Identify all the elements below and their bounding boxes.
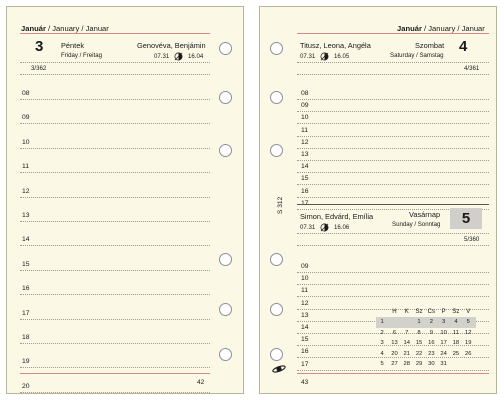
mini-calendar-day: 12 — [465, 329, 472, 336]
hour-label: 13 — [22, 212, 30, 219]
mini-calendar-day: 18 — [452, 340, 460, 347]
mini-calendar-day: 1 — [417, 319, 421, 326]
mini-calendar-day: 27 — [391, 360, 398, 367]
hour-label: 20 — [22, 382, 30, 390]
day-counter: 3/362 — [31, 65, 47, 72]
week-number: 3 — [380, 340, 384, 347]
hour-label: 15 — [22, 260, 30, 268]
binder-hole-icon — [270, 348, 283, 361]
day-name: Szombat — [415, 41, 445, 50]
weekday-header: Cs — [427, 309, 435, 315]
hour-label: 08 — [301, 90, 309, 97]
mini-calendar-day: 17 — [440, 340, 447, 347]
hour-label: 19 — [22, 358, 30, 366]
sunrise-time: 07.31 — [300, 224, 316, 231]
mini-calendar-week — [376, 349, 476, 359]
mini-calendar-day: 21 — [403, 350, 410, 357]
mini-calendar-day: 30 — [428, 360, 435, 367]
mini-calendar-day: 24 — [440, 350, 447, 357]
mini-calendar-week — [376, 317, 476, 327]
day-separator — [297, 204, 489, 205]
day-name-translation: Friday / Freitag — [61, 52, 102, 59]
hour-line[interactable] — [20, 123, 210, 124]
hour-label: 10 — [301, 114, 309, 122]
mini-calendar-day: 28 — [403, 360, 410, 367]
hour-line[interactable] — [20, 245, 210, 246]
day-name: Péntek — [61, 41, 85, 50]
hour-line[interactable] — [297, 184, 489, 185]
ruled-line — [297, 233, 489, 234]
hour-label: 12 — [301, 299, 309, 307]
hour-line[interactable] — [20, 392, 210, 393]
week-number: 4 — [380, 350, 384, 357]
mini-calendar-day: 11 — [452, 329, 459, 336]
hour-line[interactable] — [297, 111, 489, 112]
hour-label: 16 — [301, 348, 309, 356]
sunrise-time: 07.31 — [154, 53, 170, 60]
mini-calendar-day: 4 — [454, 319, 458, 326]
mini-calendar-header — [376, 307, 476, 317]
hour-line[interactable] — [20, 270, 210, 271]
hour-line[interactable] — [297, 197, 489, 198]
sunday-day-number: 5 — [450, 208, 482, 229]
hour-line[interactable] — [20, 99, 210, 100]
binder-hole-icon — [270, 144, 283, 157]
sunrise-sunset-icon — [320, 52, 329, 61]
planet-logo-icon — [272, 364, 286, 374]
hour-label: 16 — [301, 187, 309, 195]
sunrise-time: 07.31 — [300, 53, 316, 60]
mini-calendar-day: 9 — [429, 329, 433, 336]
day-name-translation: Saturday / Samstag — [390, 52, 444, 59]
hour-label: 11 — [22, 163, 30, 171]
binder-hole-icon — [219, 144, 232, 157]
nameday-names: Titusz, Leona, Angéla — [300, 41, 371, 50]
hour-label: 14 — [301, 324, 309, 331]
mini-calendar-day — [388, 317, 400, 327]
hour-label: 08 — [22, 90, 30, 97]
mini-calendar-day: 26 — [465, 350, 472, 357]
mini-calendar-day: 5 — [466, 319, 470, 326]
hour-label: 12 — [22, 187, 30, 195]
mini-calendar-day: 31 — [440, 360, 447, 367]
ruled-line — [297, 74, 489, 75]
day-number: 4 — [459, 38, 468, 55]
hour-label: 09 — [301, 102, 309, 110]
hour-label: 14 — [22, 236, 30, 244]
mini-calendar-day: 8 — [417, 329, 421, 336]
binder-hole-icon — [219, 303, 232, 316]
day-number: 3 — [35, 38, 44, 55]
day-name: Vasárnap — [409, 210, 441, 219]
hour-label: 17 — [301, 199, 309, 207]
mini-calendar-week — [376, 328, 476, 338]
month-header: Január / January / Januar — [21, 24, 109, 33]
hour-line[interactable] — [20, 172, 210, 173]
hour-line[interactable] — [297, 284, 489, 285]
weekday-header: H — [392, 309, 397, 315]
week-number: 2 — [380, 329, 384, 336]
hour-line[interactable] — [297, 272, 489, 273]
binder-hole-icon — [219, 42, 232, 55]
hour-label: 15 — [301, 336, 309, 344]
hour-label: 18 — [22, 334, 30, 341]
hour-label: 17 — [301, 360, 309, 368]
nameday-names: Genovéva, Benjámin — [137, 41, 206, 50]
month-header: Január / January / Januar — [397, 24, 485, 33]
hour-line[interactable] — [20, 221, 210, 222]
mini-calendar-day: 16 — [428, 340, 435, 347]
sunset-time: 16.06 — [334, 224, 350, 231]
weekday-header: Sz — [415, 309, 423, 315]
mini-calendar — [376, 307, 476, 369]
hour-label: 16 — [22, 285, 30, 293]
weekday-header: K — [404, 309, 409, 315]
hour-line[interactable] — [20, 319, 210, 320]
ruled-line — [20, 74, 210, 75]
ruled-line — [20, 62, 210, 63]
right-planner-page — [259, 6, 497, 394]
mini-calendar-day — [401, 317, 413, 327]
binder-hole-icon — [219, 348, 232, 361]
hour-label: 10 — [22, 138, 30, 146]
week-number: 1 — [380, 319, 384, 326]
hour-label: 17 — [22, 309, 30, 317]
ruled-line — [297, 245, 489, 246]
page-number: 42 — [197, 379, 205, 386]
hour-line[interactable] — [297, 148, 489, 149]
mini-calendar-day: 10 — [440, 329, 447, 336]
mini-calendar-day: 29 — [415, 360, 423, 367]
mini-calendar-day — [450, 359, 462, 369]
binder-hole-icon — [270, 42, 283, 55]
hour-label: 13 — [301, 151, 309, 158]
mini-calendar-day: 6 — [392, 329, 397, 336]
sunrise-sunset-icon — [174, 52, 183, 61]
header-rule — [297, 33, 489, 34]
ruled-line — [297, 62, 489, 63]
mini-calendar-day: 23 — [428, 350, 435, 357]
hour-label: 09 — [22, 114, 30, 122]
mini-calendar-day: 22 — [415, 350, 423, 357]
day-counter: 5/360 — [464, 236, 480, 243]
mini-calendar-week — [376, 338, 476, 348]
weekday-header: P — [441, 309, 446, 315]
sunset-time: 16.05 — [334, 53, 350, 60]
mini-calendar-day: 14 — [403, 340, 410, 347]
binder-hole-icon — [270, 303, 283, 316]
footer-rule — [20, 373, 210, 374]
hour-line[interactable] — [297, 172, 489, 173]
sunrise-sunset-icon — [320, 223, 329, 232]
hour-line[interactable] — [297, 136, 489, 137]
spine-code: S 312 — [277, 196, 284, 214]
binder-hole-icon — [270, 253, 283, 266]
page-number: 43 — [301, 379, 309, 386]
hour-line[interactable] — [297, 99, 489, 100]
week-number-column — [376, 307, 388, 317]
binder-hole-icon — [270, 91, 283, 104]
mini-calendar-day: 7 — [405, 329, 409, 336]
hour-label: 10 — [301, 275, 309, 283]
day-name-translation: Sunday / Sonntag — [392, 221, 441, 228]
hour-line[interactable] — [20, 367, 210, 368]
hour-line[interactable] — [297, 123, 489, 124]
mini-calendar-day: 19 — [465, 340, 472, 347]
mini-calendar-day: 15 — [415, 340, 423, 347]
sunset-time: 16.04 — [188, 53, 204, 60]
hour-line[interactable] — [20, 343, 210, 344]
hour-label: 14 — [301, 163, 309, 171]
hour-line[interactable] — [297, 160, 489, 161]
weekday-header: Sz — [452, 309, 460, 315]
hour-line[interactable] — [297, 370, 489, 371]
hour-line[interactable] — [20, 148, 210, 149]
binder-hole-icon — [219, 253, 232, 266]
day-counter: 4/361 — [464, 65, 480, 72]
hour-label: 11 — [301, 287, 309, 295]
footer-rule — [297, 373, 489, 374]
mini-calendar-day: 2 — [429, 319, 433, 326]
mini-calendar-day — [462, 359, 474, 369]
mini-calendar-day: 20 — [391, 350, 398, 357]
hour-label: 15 — [301, 175, 309, 183]
week-number: 5 — [380, 360, 384, 367]
hour-line[interactable] — [20, 197, 210, 198]
hour-line[interactable] — [297, 296, 489, 297]
hour-label: 09 — [301, 263, 309, 270]
header-rule — [20, 33, 210, 34]
weekday-header: V — [466, 309, 471, 315]
hour-label: 11 — [301, 126, 309, 134]
binder-hole-icon — [219, 91, 232, 104]
mini-calendar-week — [376, 359, 476, 369]
left-planner-page — [6, 6, 244, 394]
nameday-names: Simon, Edvárd, Emília — [300, 212, 374, 221]
mini-calendar-day: 13 — [391, 340, 398, 347]
hour-line[interactable] — [20, 294, 210, 295]
hour-label: 13 — [301, 311, 309, 319]
mini-calendar-day: 25 — [452, 350, 460, 357]
hour-label: 12 — [301, 138, 309, 146]
mini-calendar-day: 3 — [442, 319, 446, 326]
